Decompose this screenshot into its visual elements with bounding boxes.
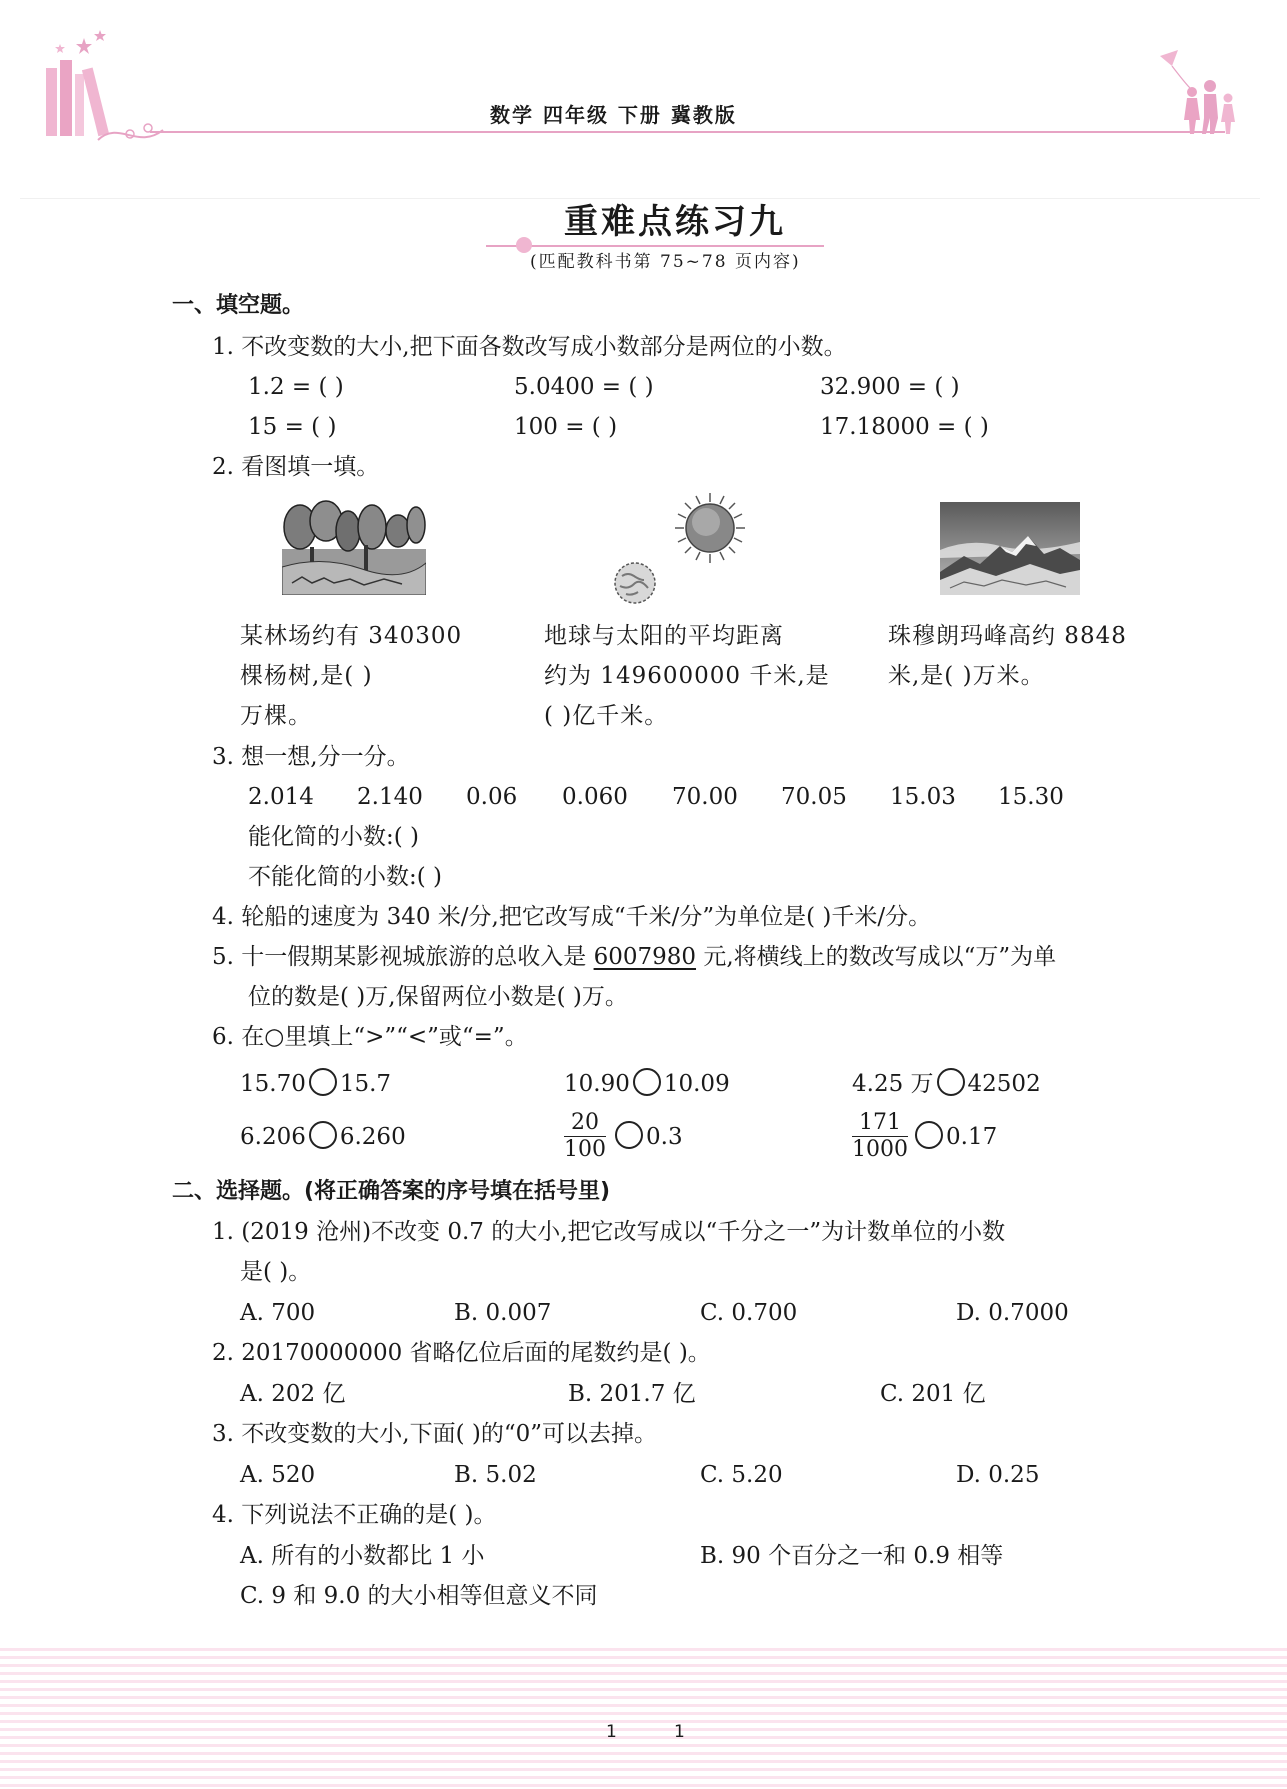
answer-circle[interactable]: [309, 1121, 337, 1149]
q5-line1-post: 元,将横线上的数改写成以“万”为单: [696, 944, 1057, 970]
q3-line: 能化简的小数:( ): [248, 824, 420, 850]
option[interactable]: A. 202 亿: [240, 1381, 346, 1407]
option[interactable]: B. 90 个百分之一和 0.9 相等: [700, 1543, 1004, 1569]
s2q3-prompt: 3. 不改变数的大小,下面( )的“0”可以去掉。: [212, 1421, 657, 1447]
s2q2-prompt: 2. 20170000000 省略亿位后面的尾数约是( )。: [212, 1340, 711, 1366]
q1-item: 17.18000 = ( ): [820, 414, 989, 440]
q3-number: 2.014: [248, 784, 314, 810]
q3-number: 0.06: [466, 784, 518, 810]
page-number-right: 1: [674, 1722, 685, 1742]
q5-line2: 位的数是( )万,保留两位小数是( )万。: [248, 984, 628, 1010]
page-title: 重难点练习九: [564, 202, 786, 242]
option[interactable]: A. 700: [240, 1300, 316, 1326]
q2-col3-line: 米,是( )万米。: [888, 663, 1045, 689]
answer-circle[interactable]: [633, 1068, 661, 1096]
q4-text: 4. 轮船的速度为 340 米/分,把它改写成“千米/分”为单位是( )千米/分。: [212, 904, 932, 930]
q3-number: 15.03: [890, 784, 956, 810]
answer-circle[interactable]: [309, 1068, 337, 1096]
q6-compare-right: 0.17: [912, 1121, 997, 1151]
q3-number: 70.00: [672, 784, 738, 810]
s2q1-line1: 1. (2019 沧州)不改变 0.7 的大小,把它改写成以“千分之一”为计数单位的小数: [212, 1219, 1006, 1245]
answer-circle[interactable]: [615, 1121, 643, 1149]
q1-item: 32.900 = ( ): [820, 374, 960, 400]
q1-item: 100 = ( ): [514, 414, 618, 440]
option[interactable]: C. 201 亿: [880, 1381, 986, 1407]
option[interactable]: C. 9 和 9.0 的大小相等但意义不同: [240, 1583, 598, 1609]
earth-icon: [612, 560, 658, 606]
q5-underlined-number: 6007980: [593, 944, 697, 970]
option[interactable]: D. 0.7000: [956, 1300, 1069, 1326]
q3-line: 不能化简的小数:( ): [248, 864, 443, 890]
option[interactable]: B. 201.7 亿: [568, 1381, 696, 1407]
answer-circle[interactable]: [937, 1068, 965, 1096]
q3-number: 0.060: [562, 784, 628, 810]
q2-col2-line: ( )亿千米。: [544, 703, 669, 729]
page-subtitle: (匹配教科书第 75~78 页内容): [530, 252, 801, 272]
q6-compare-right: 0.3: [612, 1121, 683, 1151]
page-number-left: 1: [606, 1722, 617, 1742]
q2-col3-line: 珠穆朗玛峰高约 8848: [888, 623, 1127, 649]
header-shadow-line: [20, 198, 1260, 199]
q6-compare: 15.70 15.7: [240, 1068, 391, 1098]
q2-col1-line: 棵杨树,是( ): [240, 663, 373, 689]
q3-number: 2.140: [357, 784, 423, 810]
q3-prompt: 3. 想一想,分一分。: [212, 744, 410, 770]
q1-item: 1.2 = ( ): [248, 374, 344, 400]
header-title: 数学 四年级 下册 冀教版: [490, 103, 737, 127]
header: [0, 0, 1287, 200]
option[interactable]: B. 5.02: [454, 1462, 537, 1488]
title-rule: [486, 245, 824, 247]
q6-compare: 10.90 10.09: [564, 1068, 730, 1098]
answer-circle[interactable]: [915, 1121, 943, 1149]
q2-col2-line: 约为 149600000 千米,是: [544, 663, 830, 689]
q5-line1: [212, 943, 1056, 971]
q2-col1-line: 万棵。: [240, 703, 312, 729]
q1-item: 15 = ( ): [248, 414, 337, 440]
fraction-171-1000: $\frac{171}{1000}$: [852, 1110, 908, 1162]
s2q1-line2: 是( )。: [240, 1259, 312, 1285]
option[interactable]: A. 所有的小数都比 1 小: [240, 1543, 485, 1569]
q1-prompt: 1. 不改变数的大小,把下面各数改写成小数部分是两位的小数。: [212, 334, 847, 360]
s2q4-prompt: 4. 下列说法不正确的是( )。: [212, 1502, 497, 1528]
fraction-20-100: $\frac{20}{100}$: [564, 1110, 606, 1162]
children-kite-icon: [1140, 48, 1240, 138]
option[interactable]: C. 0.700: [700, 1300, 798, 1326]
option[interactable]: C. 5.20: [700, 1462, 783, 1488]
q2-col2-line: 地球与太阳的平均距离: [544, 623, 784, 649]
q6-prompt: 6. 在○里填上“>”“<”或“=”。: [212, 1024, 528, 1050]
mountain-image: [940, 502, 1080, 595]
q1-item: 5.0400 = ( ): [514, 374, 654, 400]
section1-heading: 一、填空题。: [172, 293, 305, 318]
footer-stripes: [0, 1648, 1287, 1789]
section2-heading: 二、选择题。(将正确答案的序号填在括号里): [172, 1179, 611, 1204]
books-logo-icon: [38, 30, 168, 150]
option[interactable]: A. 520: [240, 1462, 316, 1488]
sun-icon: [674, 492, 746, 564]
q5-line1-pre: 5. 十一假期某影视城旅游的总收入是: [212, 944, 594, 970]
q2-prompt: 2. 看图填一填。: [212, 454, 380, 480]
header-rule: [150, 131, 1225, 133]
q6-compare: 6.206 6.260: [240, 1121, 406, 1151]
q3-number: 70.05: [781, 784, 847, 810]
q6-compare: 4.25 万 42502: [852, 1068, 1041, 1098]
option[interactable]: D. 0.25: [956, 1462, 1040, 1488]
forest-image: [282, 497, 426, 595]
q2-col1-line: 某林场约有 340300: [240, 623, 463, 649]
option[interactable]: B. 0.007: [454, 1300, 552, 1326]
q3-number: 15.30: [998, 784, 1064, 810]
